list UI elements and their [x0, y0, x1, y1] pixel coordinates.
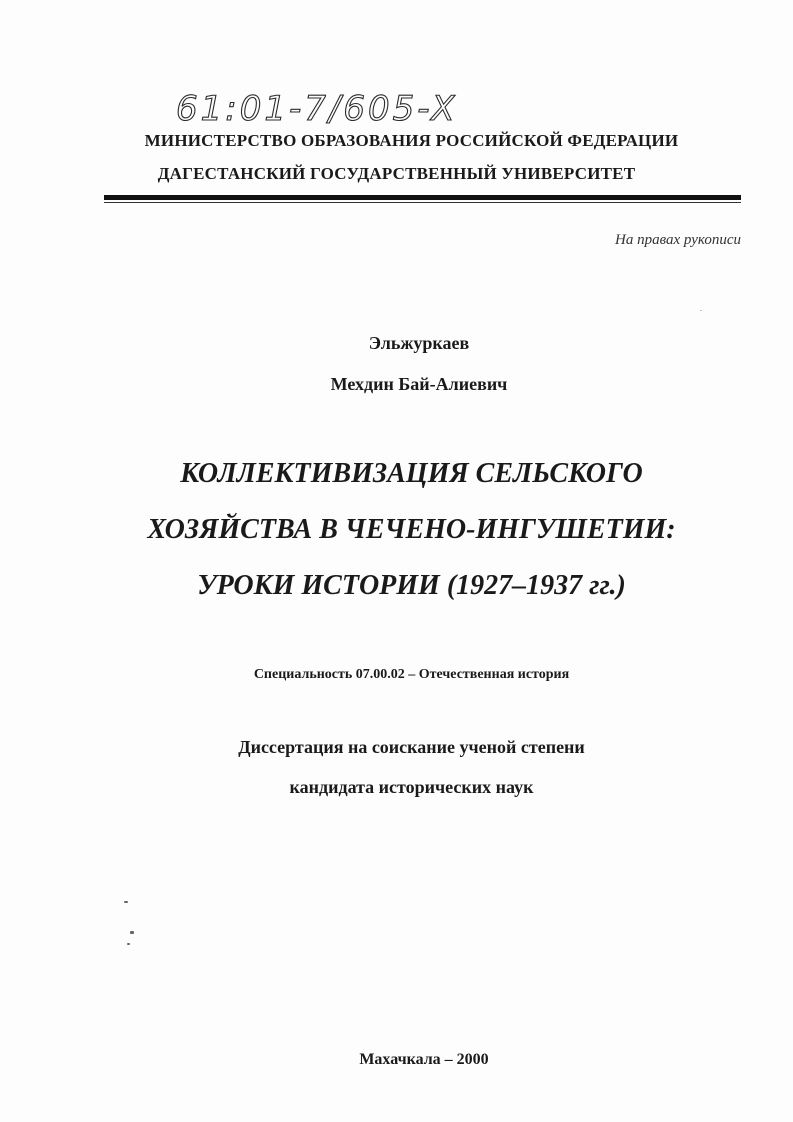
handwritten-note-drawing: [172, 82, 532, 134]
scan-speck: [700, 310, 702, 311]
author-surname: Эльжуркаев: [368, 333, 470, 353]
scan-speck: [127, 943, 130, 945]
header-divider-thick: [104, 195, 741, 200]
handwritten-archive-number: [172, 82, 532, 134]
scan-speck: [124, 901, 128, 903]
degree-line-2: кандидата исторических наук: [289, 777, 534, 797]
degree-line-1: Диссертация на соискание ученой степени: [238, 737, 585, 757]
university-heading: ДАГЕСТАНСКИЙ ГОСУДАРСТВЕННЫЙ УНИВЕРСИТЕТ: [157, 164, 636, 183]
manuscript-note: На правах рукописи: [615, 232, 741, 248]
header-divider-thin: [104, 202, 741, 203]
specialty-line: Специальность 07.00.02 – Отечественная история: [253, 667, 570, 682]
title-line-2: ХОЗЯЙСТВА В ЧЕЧЕНО-ИНГУШЕТИИ:: [147, 514, 676, 545]
ministry-heading: МИНИСТЕРСТВО ОБРАЗОВАНИЯ РОССИЙСКОЙ ФЕДЕРАЦИИ: [144, 131, 679, 150]
title-line-1: КОЛЛЕКТИВИЗАЦИЯ СЕЛЬСКОГО: [180, 458, 643, 489]
dissertation-title: [0, 446, 793, 614]
scan-speck: [130, 931, 134, 934]
handwritten-note-text: 61:01-7/605-X: [176, 89, 458, 129]
title-line-3: УРОКИ ИСТОРИИ (1927–1937 гг.): [197, 570, 626, 601]
place-and-year: Махачкала – 2000: [359, 1051, 489, 1068]
author-given-names: Мехдин Бай-Алиевич: [330, 374, 508, 394]
